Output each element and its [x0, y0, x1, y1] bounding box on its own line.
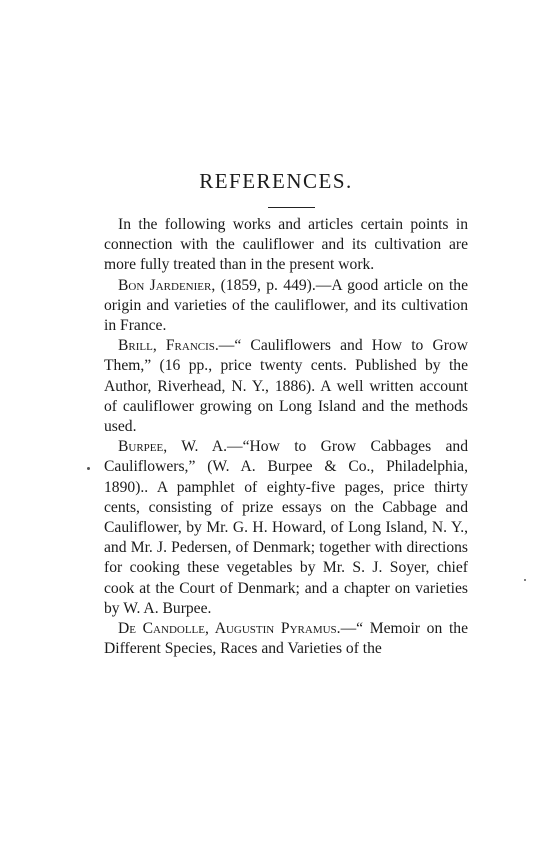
reference-entry	[104, 336, 468, 437]
page-title: REFERENCES.	[199, 169, 353, 193]
references-text	[104, 215, 468, 659]
intro-paragraph: In the following works and articles certain points in connection with the cauliflower and its cultivation are more fully treated than in the present work.	[104, 216, 468, 274]
reference-text: —“ Memoir on the Different Species, Races and Varieties of the	[104, 620, 468, 658]
reference-text: —“ Cauliflowers and How to Grow Them,” (16 pp., price twenty cents. Published by the Author, Riverhead, N. Y., 1886). A well written account of cauliflower growing on Long Island and the methods used.	[104, 337, 468, 436]
title-rule	[268, 207, 315, 208]
reference-entry	[104, 619, 468, 659]
reference-author: Bon Jardenier,	[118, 276, 216, 294]
reference-entry	[104, 437, 468, 619]
reference-entry	[104, 276, 468, 337]
reference-text: W. A.—“How to Grow Cabbages and Cauliflowers,” (W. A. Burpee & Co., Philadelphia, 1890).. A pamphlet of eighty-five pages, price thirty cents, consisting of prize essays on the Cabbage and Cauliflower, by Mr. G. H. Howard, of Long Island, N. Y., and Mr. J. Pedersen, of Denmark; together with directions for cooking these vegetables by Mr. S. J. Soyer, chief cook at the Court of Denmark; and a chapter on varieties by W. A. Burpee.	[104, 438, 468, 617]
margin-speck	[524, 579, 526, 581]
reference-author: Burpee,	[118, 438, 168, 456]
reference-author: Brill, Francis.	[118, 337, 219, 355]
margin-speck	[87, 467, 90, 470]
reference-text: (1859, p. 449).—A good article on the origin and varieties of the cauliflower, and its cultivation in France.	[104, 276, 468, 335]
reference-author: De Candolle, Augustin Pyramus.	[118, 620, 341, 638]
